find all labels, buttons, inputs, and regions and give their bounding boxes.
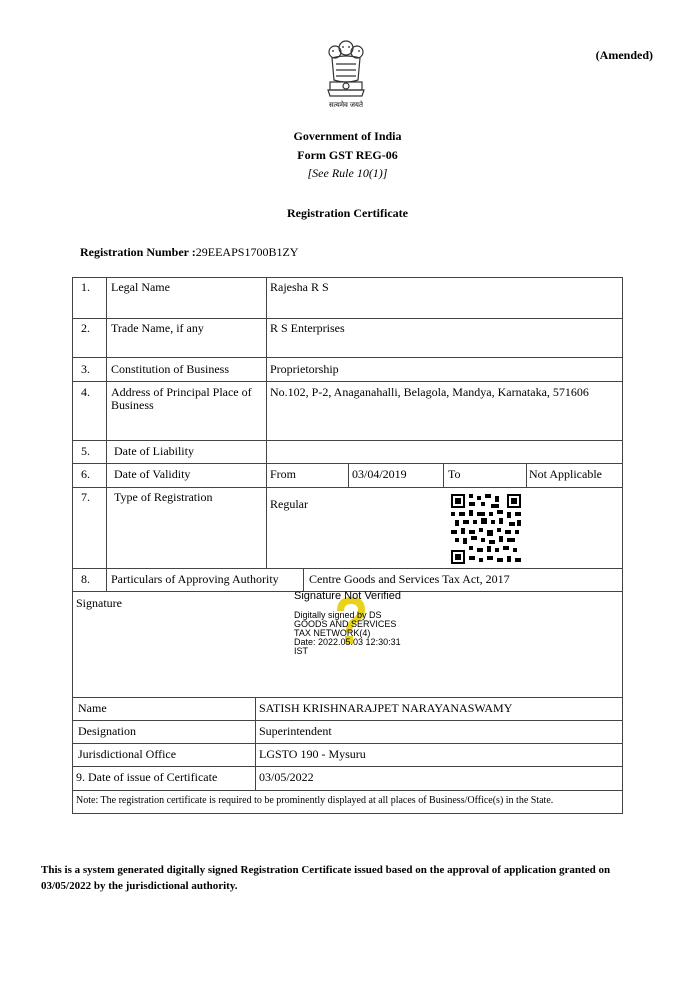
certificate-title: Registration Certificate: [287, 206, 408, 220]
address-value: No.102, P-2, Anaganahalli, Belagola, Mandya, Karnataka, 571606: [270, 385, 589, 399]
signature-line: GOODS AND SERVICES: [294, 619, 397, 629]
row-number: 3.: [81, 362, 90, 376]
amended-label: (Amended): [595, 48, 653, 62]
signature-line: TAX NETWORK(4): [294, 628, 371, 638]
designation-value: Superintendent: [259, 724, 332, 738]
signature-line: IST: [294, 646, 309, 656]
row-number: 7.: [81, 490, 90, 504]
digital-signature-block: [294, 590, 424, 656]
issue-date-label: 9. Date of issue of Certificate: [76, 770, 218, 784]
row-number: 2.: [81, 321, 90, 335]
designation-label: Designation: [78, 724, 136, 738]
registration-type-label: Type of Registration: [114, 490, 213, 504]
jurisdictional-office-value: LGSTO 190 - Mysuru: [259, 747, 366, 761]
officer-name-value: SATISH KRISHNARAJPET NARAYANASWAMY: [259, 701, 513, 715]
registration-number-label: Registration Number :: [80, 245, 196, 259]
registration-type-value: Regular: [270, 497, 308, 511]
row-number: 6.: [81, 467, 90, 481]
row-number: 5.: [81, 444, 90, 458]
date-of-validity-label: Date of Validity: [114, 467, 191, 481]
legal-name-label: Legal Name: [111, 280, 170, 294]
signature-label: Signature: [76, 596, 122, 610]
jurisdictional-office-label: Jurisdictional Office: [78, 747, 177, 761]
row-number: 4.: [81, 385, 90, 399]
form-title: Form GST REG-06: [297, 148, 398, 162]
display-note: Note: The registration certificate is required to be prominently displayed at all places of Business/Office(s) in the State.: [76, 795, 554, 806]
date-of-liability-label: Date of Liability: [114, 444, 194, 458]
validity-from-value: 03/04/2019: [352, 467, 407, 481]
constitution-label: Constitution of Business: [111, 362, 230, 376]
rule-reference: [See Rule 10(1)]: [307, 166, 388, 180]
trade-name-value: R S Enterprises: [270, 321, 345, 335]
legal-name-value: Rajesha R S: [270, 280, 329, 294]
address-label: Address of Principal Place of Business: [111, 385, 252, 412]
row-number: 8.: [81, 572, 90, 586]
validity-to-value: Not Applicable: [529, 467, 602, 481]
signature-line: Digitally signed by DS: [294, 610, 382, 620]
officer-name-label: Name: [78, 701, 107, 715]
emblem-motto: सत्यमेव जयते: [329, 101, 363, 109]
approving-authority-value: Centre Goods and Services Tax Act, 2017: [309, 572, 510, 586]
registration-number: [80, 245, 298, 260]
system-generated-footer: This is a system generated digitally signed Registration Certificate issued based on the approval of application granted on 03/05/2022 by the jurisdictional authority.: [41, 864, 611, 892]
signature-line: Date: 2022.05.03 12:30:31: [294, 637, 401, 647]
signature-status: Signature Not Verified: [294, 590, 402, 602]
row-number: 1.: [81, 280, 90, 294]
validity-from-label: From: [270, 467, 297, 481]
issue-date-value: 03/05/2022: [259, 770, 314, 784]
approving-authority-label: Particulars of Approving Authority: [111, 572, 279, 586]
constitution-value: Proprietorship: [270, 362, 339, 376]
qr-code-icon: [451, 494, 521, 564]
validity-to-label: To: [448, 467, 461, 481]
registration-number-value: 29EEAPS1700B1ZY: [195, 245, 299, 259]
trade-name-label: Trade Name, if any: [111, 321, 204, 335]
government-heading: Government of India: [293, 129, 402, 143]
